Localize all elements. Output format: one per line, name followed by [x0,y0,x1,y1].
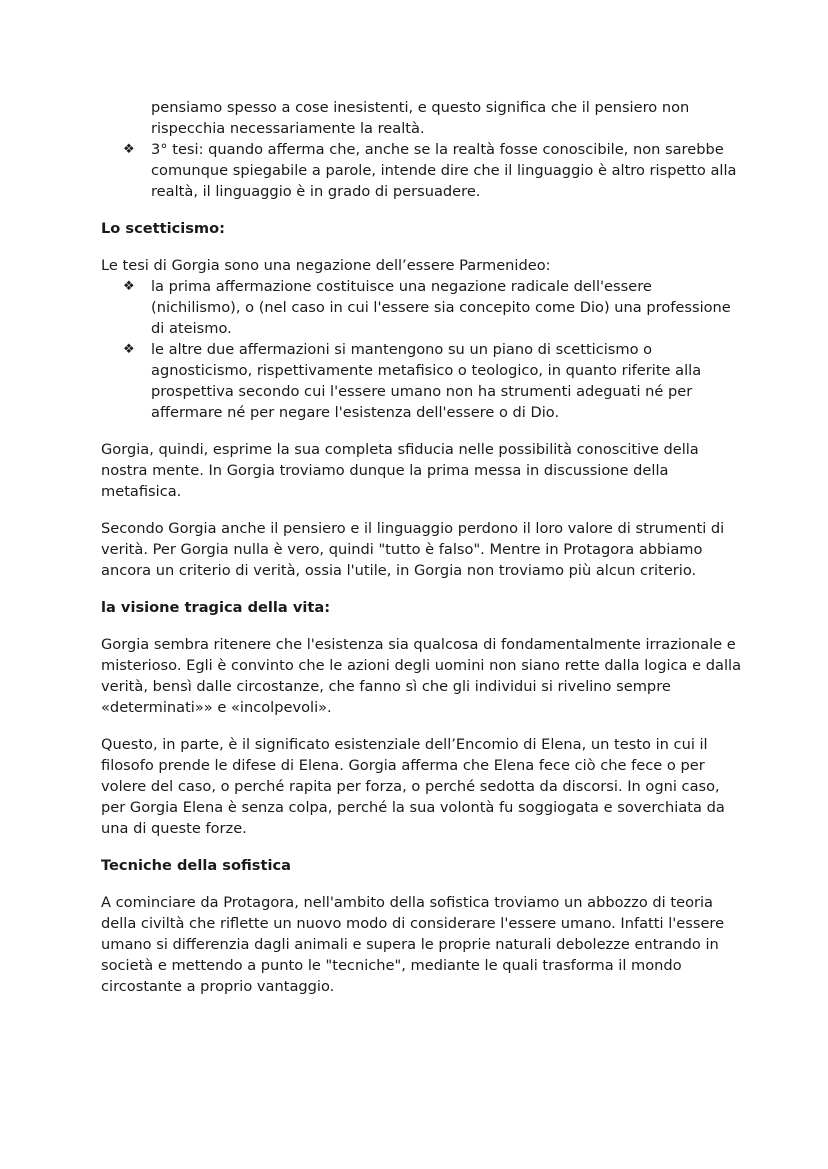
diamond-bullet-icon: ❖ [123,279,135,294]
list-item-text: le altre due affermazioni si mantengono su un piano di scetticismo o agnosticismo, rispettivamente metafisico o teologico, in quanto riferite alla prospettiva secondo cui l'essere umano non ha strumenti adeguati né per affermare né per negare l'esistenza dell'essere o di Dio. [151,341,702,421]
bullet-continuation-text: pensiamo spesso a cose inesistenti, e questo significa che il pensiero non rispecchia necessariamente la realtà. [151,99,690,137]
document-body [101,97,741,997]
section-heading-scetticismo: Lo scetticismo: [101,220,226,237]
paragraph: Le tesi di Gorgia sono una negazione dell’essere Parmenideo: [101,257,551,274]
list-item-text: la prima affermazione costituisce una negazione radicale dell'essere (nichilismo), o (nel caso in cui l'essere sia concepito come Dio) una professione di ateismo. [151,278,731,337]
diamond-bullet-icon: ❖ [123,342,135,357]
section-heading-visione-tragica: la visione tragica della vita: [101,599,331,616]
bullet-list-scetticismo [101,276,741,423]
paragraph: Questo, in parte, è il significato esistenziale dell’Encomio di Elena, un testo in cui il filosofo prende le difese di Elena. Gorgia afferma che Elena fece ciò che fece o per volere del caso, o perché rapita per forza, o perché sedotta da discorsi. In ogni caso, per Gorgia Elena è senza colpa, perché la sua volontà fu soggiogata e soverchiata da una di queste forze. [101,736,725,837]
list-item [101,139,741,202]
paragraph: A cominciare da Protagora, nell'ambito della sofistica troviamo un abbozzo di teoria della civiltà che riflette un nuovo modo di considerare l'essere umano. Infatti l'essere umano si differenzia dagli animali e supera le proprie naturali debolezze entrando in società e mettendo a punto le "tecniche", mediante le quali trasforma il mondo circostante a proprio vantaggio. [101,894,725,995]
list-item-text: 3° tesi: quando afferma che, anche se la realtà fosse conoscibile, non sarebbe comunque spiegabile a parole, intende dire che il linguaggio è altro rispetto alla realtà, il linguaggio è in grado di persuadere. [151,141,737,200]
section-heading-tecniche: Tecniche della sofistica [101,857,291,874]
diamond-bullet-icon: ❖ [123,142,135,157]
list-item [101,339,741,423]
paragraph: Secondo Gorgia anche il pensiero e il linguaggio perdono il loro valore di strumenti di verità. Per Gorgia nulla è vero, quindi "tutto è falso". Mentre in Protagora abbiamo ancora un criterio di verità, ossia l'utile, in Gorgia non troviamo più alcun criterio. [101,520,725,579]
paragraph: Gorgia, quindi, esprime la sua completa sfiducia nelle possibilità conoscitive della nostra mente. In Gorgia troviamo dunque la prima messa in discussione della metafisica. [101,441,699,500]
bullet-list-tesi [101,139,741,202]
paragraph: Gorgia sembra ritenere che l'esistenza sia qualcosa di fondamentalmente irrazionale e misterioso. Egli è convinto che le azioni degli uomini non siano rette dalla logica e dalla verità, bensì dalle circostanze, che fanno sì che gli individui si rivelino sempre «determinati»» e «incolpevoli». [101,636,742,716]
list-item [101,276,741,339]
